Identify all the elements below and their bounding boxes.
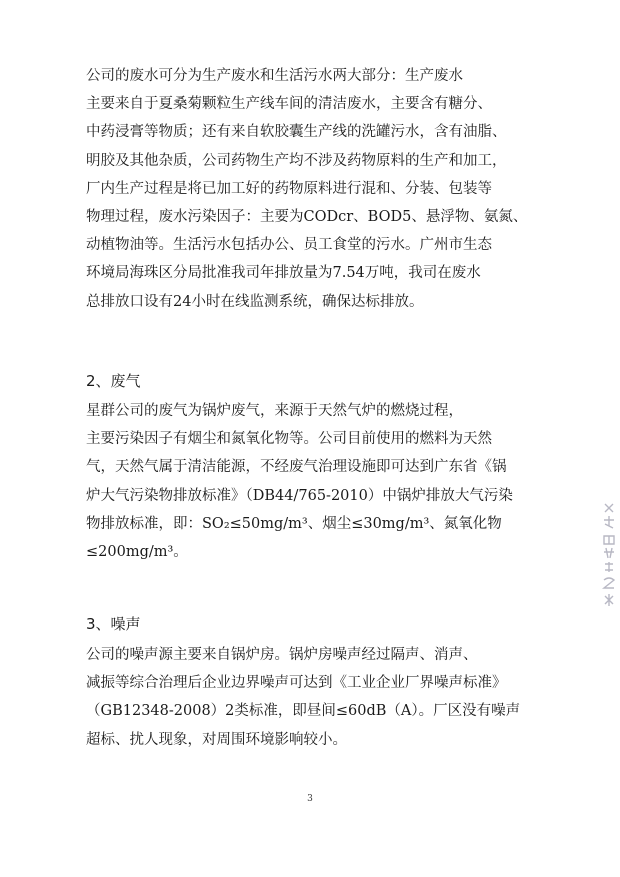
exhaust-heading: 2、废气 [86,372,141,390]
paragraph-line: 主要污染因子有烟尘和氮氧化物等。公司目前使用的燃料为天然 [86,431,492,448]
paragraph-line: 环境局海珠区分局批准我司年排放量为7.54万吨，我司在废水 [86,265,481,282]
paragraph-line: ≤200mg/m³。 [86,544,188,561]
exhaust-paragraph [86,397,556,566]
paragraph-line: 物排放标准，即：SO₂≤50mg/m³、烟尘≤30mg/m³、氮氧化物 [86,515,502,532]
noise-heading: 3、噪声 [86,615,141,633]
paragraph-line: 星群公司的废气为锅炉废气，来源于天然气炉的燃烧过程， [86,403,463,419]
wastewater-paragraph [86,62,556,316]
paragraph-line: 厂内生产过程是将已加工好的药物原料进行混和、分装、包装等 [86,180,492,197]
noise-paragraph [86,641,556,754]
paragraph-line: 公司的噪声源主要来自锅炉房。锅炉房噪声经过隔声、消声、 [86,647,478,663]
paragraph-line: 总排放口设有24小时在线监测系统，确保达标排放。 [86,293,424,310]
page-number: 3 [307,794,313,804]
paragraph-line: 主要来自于夏桑菊颗粒生产线车间的清洁废水，主要含有糖分、 [86,96,492,113]
seal-stamp-icon [600,500,618,610]
paragraph-line: 减振等综合治理后企业边界噪声可达到《工业企业厂界噪声标准》 [86,675,507,692]
paragraph-line: 超标、扰人现象，对周围环境影响较小。 [86,731,347,748]
seal-marks [604,504,614,606]
paragraph-line: 炉大气污染物排放标准》（DB44/765-2010）中锅炉排放大气污染 [86,487,513,504]
paragraph-line: 公司的废水可分为生产废水和生活污水两大部分：生产废水 [86,68,463,84]
paragraph-line: 动植物油等。生活污水包括办公、员工食堂的污水。广州市生态 [86,237,492,254]
paragraph-line: 气，天然气属于清洁能源，不经废气治理设施即可达到广东省《锅 [86,459,507,476]
paragraph-line: （GB12348-2008）2类标准，即昼间≤60dB（A）。厂区没有噪声 [86,703,521,720]
paragraph-line: 中药浸膏等物质；还有来自软胶囊生产线的洗罐污水，含有油脂、 [86,124,507,141]
paragraph-line: 明胶及其他杂质，公司药物生产均不涉及药物原料的生产和加工， [86,152,507,169]
paragraph-line: 物理过程，废水污染因子：主要为CODcr、BOD5、悬浮物、氨氮、 [86,209,528,226]
